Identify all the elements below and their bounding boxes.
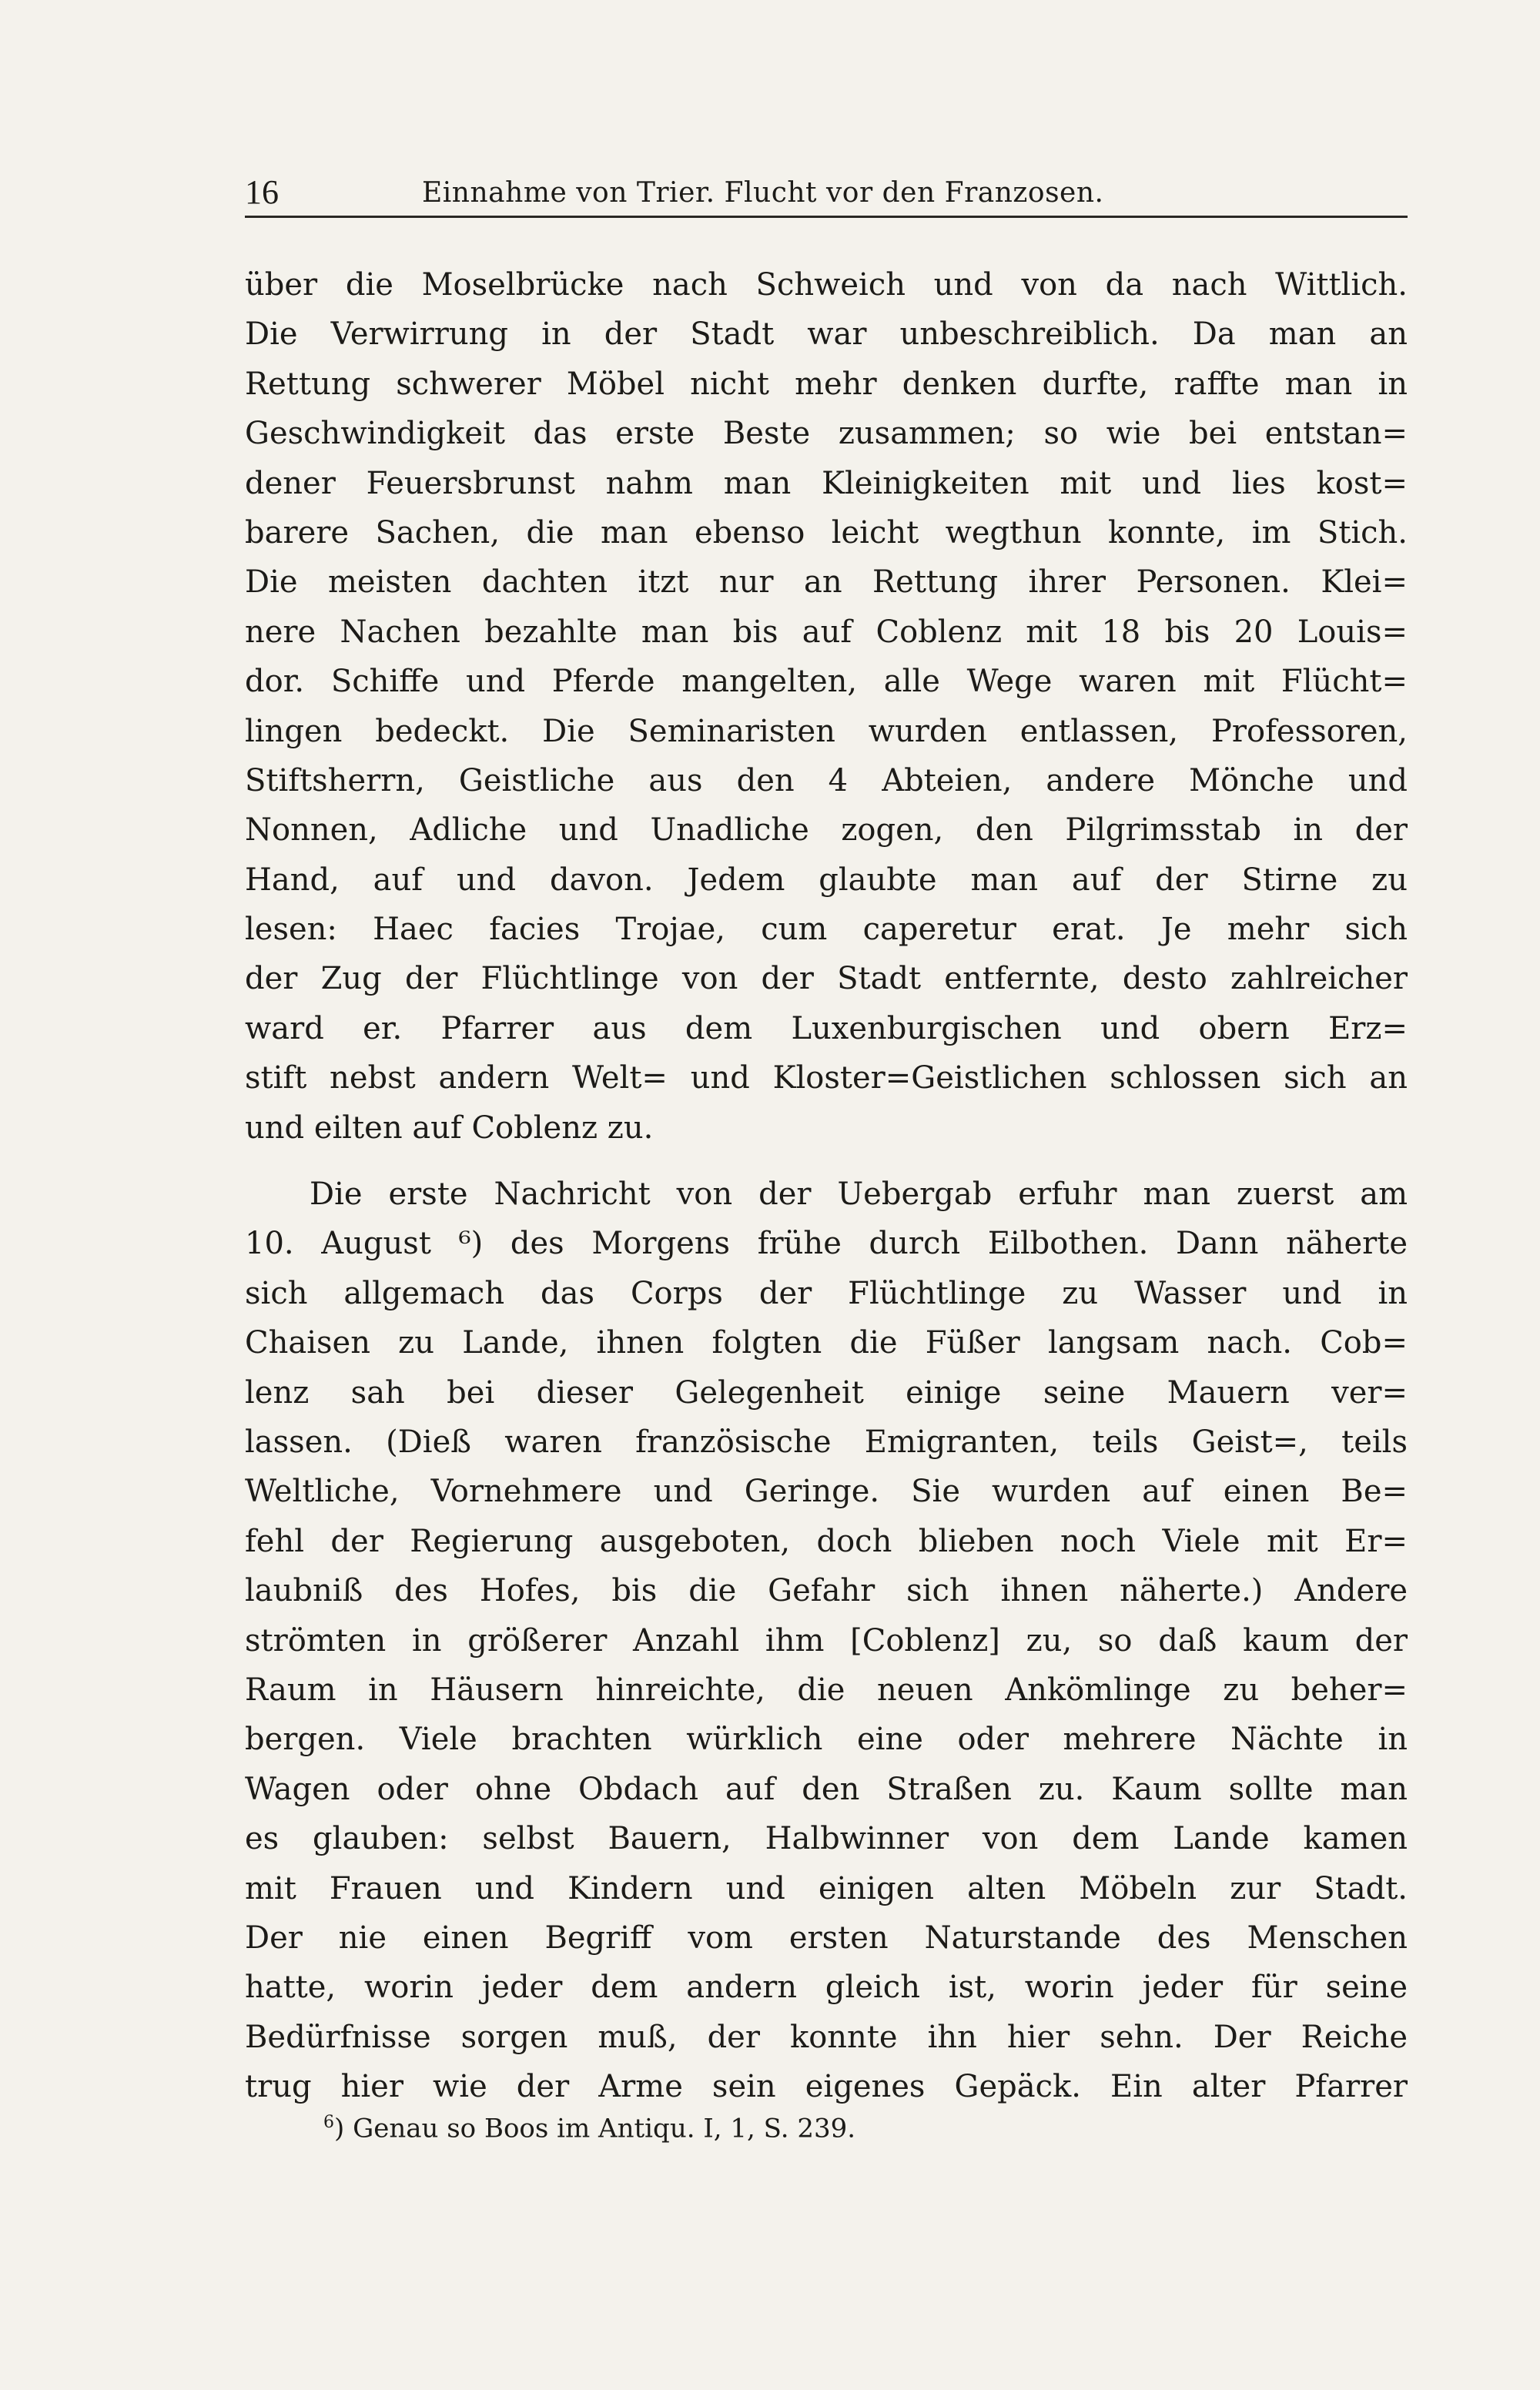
text-line: ward er. Pfarrer aus dem Luxenburgischen und obern Erz=	[245, 1010, 1408, 1046]
text-line: Nonnen, Adliche und Unadliche zogen, den Pilgrimsstab in der	[245, 812, 1408, 849]
text-line: Der nie einen Begriff vom ersten Naturstande des Menschen	[245, 1920, 1408, 1956]
text-line: dener Feuersbrunst nahm man Kleinigkeiten mit und lies kost=	[245, 465, 1408, 501]
text-line: Stiftsherrn, Geistliche aus den 4 Abteien, andere Mönche und	[245, 762, 1408, 798]
text-line: Die meisten dachten itzt nur an Rettung ihrer Personen. Klei=	[245, 564, 1408, 601]
text-line: Rettung schwerer Möbel nicht mehr denken durfte, raffte man in	[245, 366, 1408, 402]
footnote-text: Genau so Boos im Antiqu. I, 1, S. 239.	[353, 2113, 856, 2144]
page-header	[245, 168, 1408, 218]
footnote-marker: 6	[323, 2113, 334, 2132]
text-line: strömten in größerer Anzahl ihm [Coblenz] zu, so daß kaum der	[245, 1622, 1408, 1659]
paragraph-2	[245, 1170, 1408, 2111]
text-line: bergen. Viele brachten würklich eine oder mehrere Nächte in	[245, 1722, 1408, 1758]
text-line: 10. August ⁶) des Morgens frühe durch Eilbothen. Dann näherte	[245, 1226, 1408, 1262]
text-line: Chaisen zu Lande, ihnen folgten die Füßer langsam nach. Cob=	[245, 1325, 1408, 1361]
text-line: dor. Schiffe und Pferde mangelten, alle Wege waren mit Flücht=	[245, 664, 1408, 700]
text-line: Wagen oder ohne Obdach auf den Straßen zu. Kaum sollte man	[245, 1771, 1408, 1807]
text-line: barere Sachen, die man ebenso leicht wegthun konnte, im Stich.	[245, 514, 1408, 551]
text-line: über die Moselbrücke nach Schweich und von da nach Wittlich.	[245, 267, 1408, 303]
text-line: Weltliche, Vornehmere und Geringe. Sie wurden auf einen Be=	[245, 1474, 1408, 1510]
page-number: 16	[245, 173, 279, 211]
text-line: Raum in Häusern hinreichte, die neuen Ankömlinge zu beher=	[245, 1672, 1408, 1708]
body-text	[245, 260, 1408, 2111]
text-line: lesen: Haec facies Trojae, cum caperetur erat. Je mehr sich	[245, 912, 1408, 948]
footnote-paren: )	[334, 2113, 353, 2144]
text-line: Bedürfnisse sorgen muß, der konnte ihn hier sehn. Der Reiche	[245, 2019, 1408, 2055]
text-line: lenz sah bei dieser Gelegenheit einige seine Mauern ver=	[245, 1374, 1408, 1411]
text-line: lingen bedeckt. Die Seminaristen wurden entlassen, Professoren,	[245, 713, 1408, 749]
text-line: trug hier wie der Arme sein eigenes Gepäck. Ein alter Pfarrer	[245, 2069, 1408, 2105]
text-line: sich allgemach das Corps der Flüchtlinge zu Wasser und in	[245, 1275, 1408, 1311]
text-line: Hand, auf und davon. Jedem glaubte man auf der Stirne zu	[245, 862, 1408, 898]
paragraph-1	[245, 260, 1408, 1153]
text-line: Die Verwirrung in der Stadt war unbeschreiblich. Da man an	[245, 316, 1408, 353]
text-line: der Zug der Flüchtlinge von der Stadt entfernte, desto zahlreicher	[245, 961, 1408, 997]
text-line: hatte, worin jeder dem andern gleich ist, worin jeder für seine	[245, 1970, 1408, 2006]
text-line: und eilten auf Coblenz zu.	[245, 1110, 654, 1146]
text-line: Geschwindigkeit das erste Beste zusammen; so wie bei entstan=	[245, 416, 1408, 452]
footnote	[323, 2113, 855, 2144]
text-line: es glauben: selbst Bauern, Halbwinner von dem Lande kamen	[245, 1821, 1408, 1857]
text-line: stift nebst andern Welt= und Kloster=Geistlichen schlossen sich an	[245, 1060, 1408, 1096]
text-line: nere Nachen bezahlte man bis auf Coblenz mit 18 bis 20 Louis=	[245, 614, 1408, 650]
text-line: fehl der Regierung ausgeboten, doch blieben noch Viele mit Er=	[245, 1523, 1408, 1559]
text-line: laubniß des Hofes, bis die Gefahr sich ihnen näherte.) Andere	[245, 1573, 1408, 1609]
text-line: mit Frauen und Kindern und einigen alten Möbeln zur Stadt.	[245, 1870, 1408, 1906]
paragraph-gap	[245, 1153, 1408, 1170]
running-head: Einnahme von Trier. Flucht vor den Franzosen.	[422, 177, 1104, 209]
text-line: lassen. (Dieß waren französische Emigranten, teils Geist=, teils	[245, 1424, 1408, 1460]
text-line: Die erste Nachricht von der Uebergab erfuhr man zuerst am	[310, 1177, 1408, 1213]
